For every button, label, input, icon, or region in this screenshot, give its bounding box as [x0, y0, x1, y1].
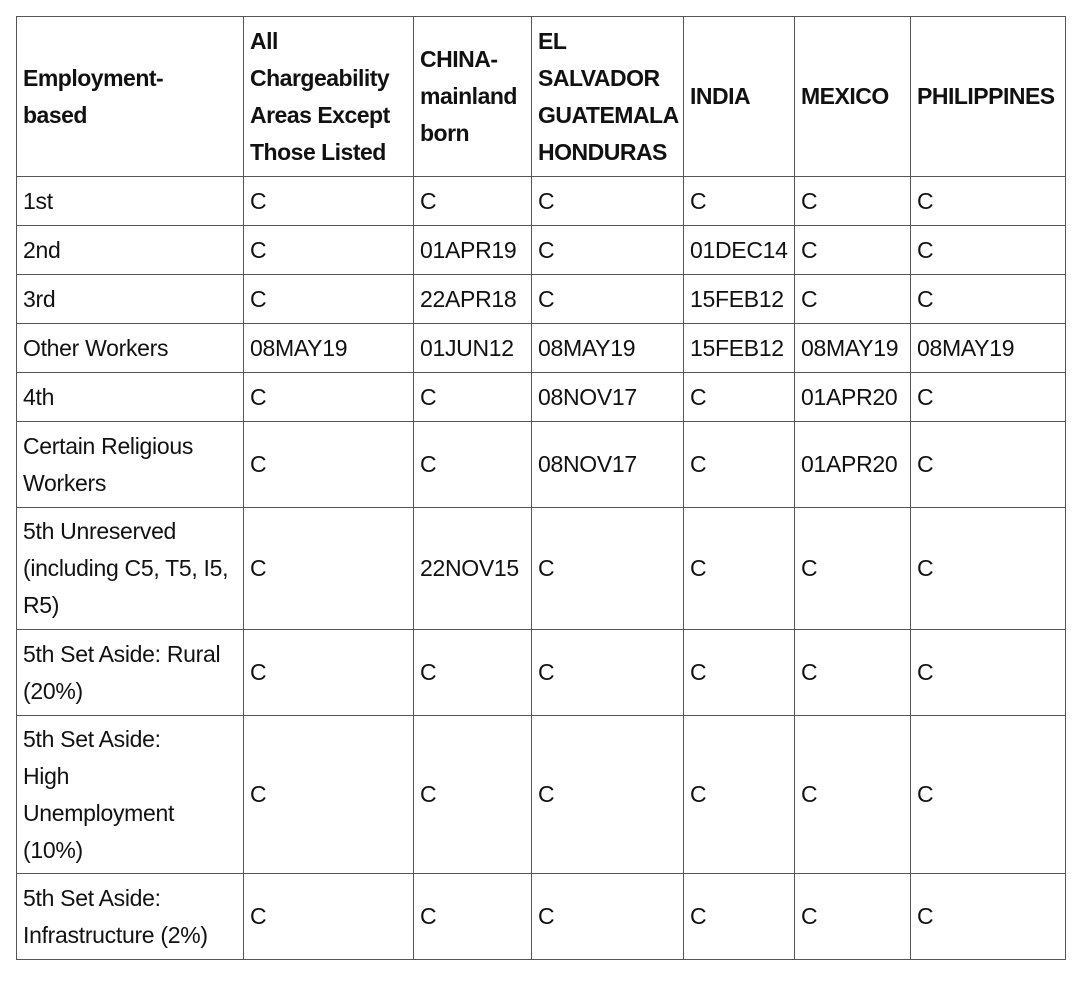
table-cell: C [795, 275, 911, 324]
table-cell: C [911, 422, 1066, 508]
table-cell: C [911, 630, 1066, 716]
table-cell: C [911, 373, 1066, 422]
table-cell: C [911, 177, 1066, 226]
row-label-cell: 5th Set Aside: High Unemployment (10%) [17, 716, 244, 874]
table-cell: 08NOV17 [532, 422, 684, 508]
table-cell: C [532, 874, 684, 960]
table-cell: C [911, 874, 1066, 960]
header-cell: CHINA-mainland born [414, 17, 532, 177]
table-cell: C [532, 508, 684, 630]
table-cell: C [532, 275, 684, 324]
header-cell: PHILIPPINES [911, 17, 1066, 177]
table-cell: C [244, 226, 414, 275]
header-row [17, 17, 1066, 177]
header-cell: EL SALVADOR GUATEMALA HONDURAS [532, 17, 684, 177]
table-cell: C [414, 630, 532, 716]
table-cell: C [244, 177, 414, 226]
row-label-cell: Certain Religious Workers [17, 422, 244, 508]
table-cell: 15FEB12 [684, 324, 795, 373]
table-cell: 08NOV17 [532, 373, 684, 422]
table-cell: C [532, 716, 684, 874]
table-cell: C [795, 874, 911, 960]
table-cell: C [795, 630, 911, 716]
table-cell: C [244, 508, 414, 630]
table-row [17, 874, 1066, 960]
table-cell: C [244, 874, 414, 960]
header-cell: INDIA [684, 17, 795, 177]
table-cell: C [684, 630, 795, 716]
table-cell: C [684, 422, 795, 508]
row-label-cell: 3rd [17, 275, 244, 324]
header-cell: MEXICO [795, 17, 911, 177]
table-cell: C [244, 275, 414, 324]
table-cell: C [795, 177, 911, 226]
table-cell: C [684, 177, 795, 226]
table-cell: C [414, 177, 532, 226]
table-row [17, 373, 1066, 422]
table-cell: C [414, 874, 532, 960]
row-label-cell: 1st [17, 177, 244, 226]
row-label-cell: 5th Set Aside: Infrastructure (2%) [17, 874, 244, 960]
table-cell: 22NOV15 [414, 508, 532, 630]
table-cell: C [414, 422, 532, 508]
table-cell: 01JUN12 [414, 324, 532, 373]
table-row [17, 422, 1066, 508]
table-row [17, 275, 1066, 324]
header-cell: Employment-based [17, 17, 244, 177]
table-row [17, 508, 1066, 630]
table-cell: C [911, 275, 1066, 324]
table-cell: C [532, 226, 684, 275]
table-cell: 01APR19 [414, 226, 532, 275]
row-label-cell: 2nd [17, 226, 244, 275]
table-cell: C [911, 226, 1066, 275]
table-cell: C [532, 630, 684, 716]
table-cell: C [684, 874, 795, 960]
header-cell: All Chargeability Areas Except Those Listed [244, 17, 414, 177]
table-row [17, 630, 1066, 716]
table-cell: C [911, 508, 1066, 630]
table-row [17, 324, 1066, 373]
table-cell: 08MAY19 [911, 324, 1066, 373]
table-cell: 08MAY19 [532, 324, 684, 373]
table-cell: 15FEB12 [684, 275, 795, 324]
row-label-cell: 5th Set Aside: Rural (20%) [17, 630, 244, 716]
table-cell: 01APR20 [795, 373, 911, 422]
row-label-cell: Other Workers [17, 324, 244, 373]
table-cell: C [795, 226, 911, 275]
table-cell: 22APR18 [414, 275, 532, 324]
table-cell: C [244, 373, 414, 422]
table-cell: C [532, 177, 684, 226]
table-cell: C [684, 508, 795, 630]
table-cell: C [244, 422, 414, 508]
table-cell: C [684, 716, 795, 874]
visa-bulletin-table-container [16, 16, 1066, 960]
table-cell: C [414, 716, 532, 874]
table-cell: 01DEC14 [684, 226, 795, 275]
table-cell: 08MAY19 [244, 324, 414, 373]
visa-bulletin-table [16, 16, 1066, 960]
table-cell: 01APR20 [795, 422, 911, 508]
table-cell: C [795, 716, 911, 874]
table-cell: C [684, 373, 795, 422]
table-row [17, 716, 1066, 874]
table-cell: C [795, 508, 911, 630]
row-label-cell: 5th Unreserved (including C5, T5, I5, R5) [17, 508, 244, 630]
table-row [17, 177, 1066, 226]
table-row [17, 226, 1066, 275]
table-cell: C [244, 716, 414, 874]
table-cell: C [911, 716, 1066, 874]
table-cell: C [414, 373, 532, 422]
table-cell: 08MAY19 [795, 324, 911, 373]
row-label-cell: 4th [17, 373, 244, 422]
table-cell: C [244, 630, 414, 716]
